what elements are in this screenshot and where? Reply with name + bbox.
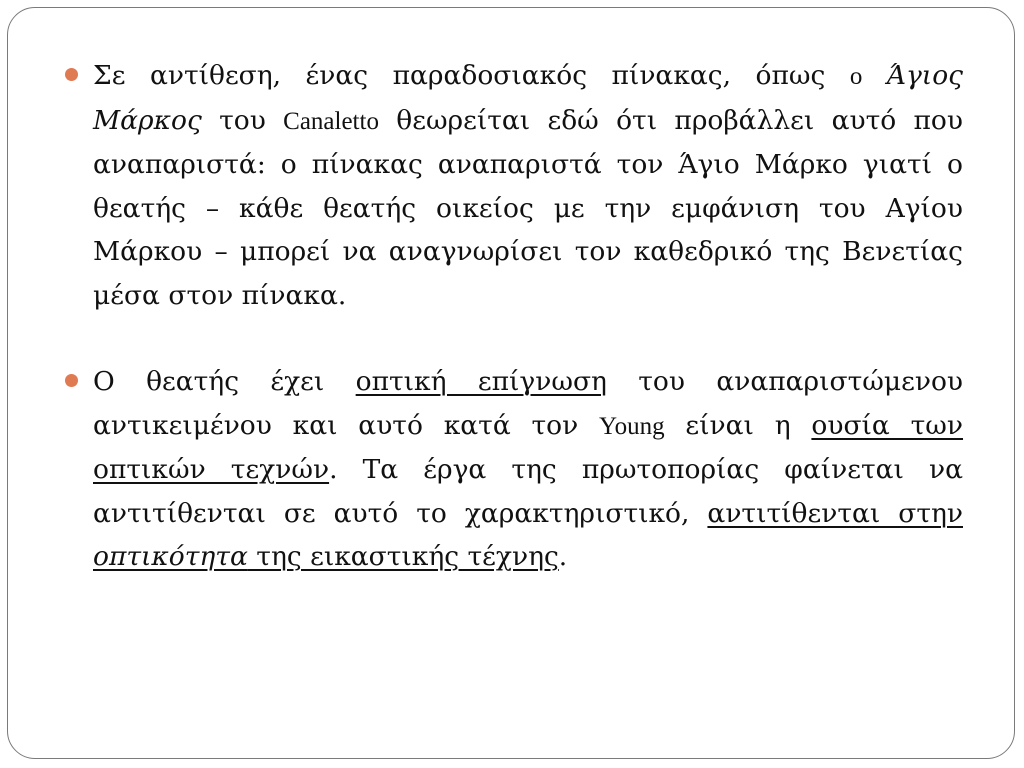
italic-title: Άγιος Μάρκος bbox=[93, 60, 963, 136]
bullet-dot-icon bbox=[65, 68, 78, 81]
author-name: Young bbox=[599, 412, 665, 440]
bullet-item-2 bbox=[65, 360, 963, 579]
text-run: Ο θεατής έχει bbox=[93, 366, 356, 397]
text-run: είναι η bbox=[664, 409, 812, 441]
text-run: Σε αντίθεση, ένας παραδοσιακός πίνακας, όπως bbox=[93, 60, 850, 91]
text-run: ο bbox=[849, 63, 863, 90]
slide-content bbox=[65, 54, 963, 579]
bullet-item-1 bbox=[65, 54, 963, 317]
bullet-dot-icon bbox=[65, 374, 78, 387]
text-run: . Τα έργα της πρωτοπορίας φαίνεται να αντιτίθενται σε αυτό το χαρακτηριστικό, bbox=[93, 454, 963, 529]
text-run bbox=[862, 60, 886, 91]
text-run: θεωρείται εδώ ότι προβάλλει αυτό που αναπαριστά: ο πίνακας αναπαριστά τον Άγιο Μάρκο γιατί ο θεατής – κάθε θεατής οικείος με την εμφάνιση του Αγίου Μάρκου – μπορεί να αναγνωρίσει τον καθεδρικό της Βενετίας μέσα στον πίνακα. bbox=[93, 104, 963, 311]
text-run: . bbox=[558, 541, 568, 572]
text-run: του αναπαριστώμενου αντικειμένου και αυτό κατά τον bbox=[93, 366, 964, 441]
underlined-term: οπτική επίγνωση bbox=[355, 366, 607, 397]
artist-name: Canaletto bbox=[283, 107, 379, 135]
bullet-2-text bbox=[93, 366, 963, 572]
text-run: του bbox=[201, 104, 284, 136]
italic-term: οπτικότητα bbox=[93, 541, 248, 572]
underlined-term: ουσία των οπτικών τεχνών bbox=[93, 409, 964, 485]
text-run: της εικαστικής τέχνης bbox=[247, 541, 559, 572]
text-run: αντιτίθενται στην bbox=[707, 497, 963, 529]
bullet-1-text bbox=[93, 60, 963, 311]
